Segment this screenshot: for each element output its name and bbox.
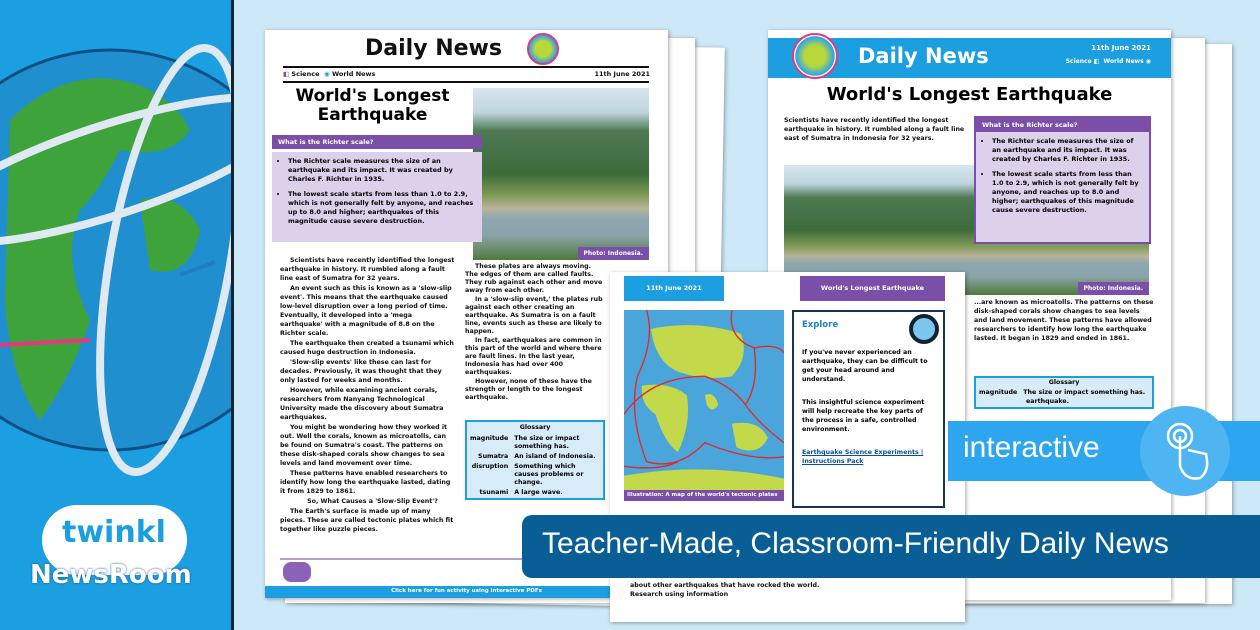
richter-point: • The lowest scale starts from less than 1.0 to 2.9, which is not generally felt by anyone, and reaches up to 8.0 and higher; earthquakes of this magnitude cause severe destruction. [992, 170, 1141, 215]
glossary: Glossary magnitude The size or impact something has. earthquake. [974, 376, 1154, 409]
tag-science: ◧ Science ◉ World News [283, 70, 376, 78]
photo-indonesia [473, 88, 649, 260]
explore-text: This insightful science experiment will help recreate the key parts of the process in a safe, controlled environment. [802, 399, 925, 433]
explore-title: Explore [802, 320, 839, 330]
globe-logo-icon [527, 33, 559, 65]
photo-caption: Photo: Indonesia. [578, 247, 650, 260]
interactive-label: interactive [963, 431, 1100, 464]
explore-box [792, 310, 945, 508]
article-column-2: These plates are always moving. The edges of them are called faults. They rub against each other and move away from each other. In a 'slow-slip event,' the plates rub against each other creating an earthquake. As Sumatra is on a fault line, events such as these are likely to happen. In fact, earthquakes are common in this part of the world and where there are fault lines. In the last year, Indonesia has had over 400 earthquakes. However, none of these have the strength or length to the longest earthquake. [465, 263, 603, 401]
newsroom-logo: NewsRoom [30, 560, 192, 590]
globe-logo-icon [792, 33, 838, 79]
glossary: Glossary magnitude The size or impact something has. Sumatra An island of Indonesia. disruption Something which causes problems or change. tsunami A large wave. [465, 420, 605, 500]
article-body: ...are known as microatolls. The patterns on these disk-shaped corals show changes to sea levels and land movement. These patterns have allowed researchers to identify how long the earthquake lasted. It began in 1829 and ended in 1861. [974, 299, 1154, 342]
footer-link[interactable]: Click here for fun activity using interactive PDFs [265, 586, 668, 598]
intro: Scientists have recently identified the longest earthquake in history. It rumbled along a fault line east of Sumatra in Indonesia for 32 years. [784, 117, 965, 142]
tectonic-plates-map [624, 310, 784, 490]
compass-icon [909, 314, 939, 344]
richter-box [974, 116, 1151, 244]
richter-point: • The Richter scale measures the size of an earthquake and its impact. It was created by Charles F. Richter in 1935. [288, 157, 474, 184]
explore-text: If you've never experienced an earthquake, they can be difficult to get your head around and understand. [802, 349, 928, 383]
headline: World's Longest Earthquake [826, 84, 1113, 105]
headline: World's Longest Earthquake [295, 86, 450, 125]
richter-point: • The lowest scale starts from less than 1.0 to 2.9, which is not generally felt by anyone, and reaches up to 8.0 and higher; earthquakes of this magnitude cause severe destruction. [288, 190, 474, 226]
left-newspaper-page[interactable] [265, 30, 668, 598]
bottom-text: about other earthquakes that have rocked the world. Research using information [630, 582, 820, 598]
richter-box [272, 135, 482, 242]
richter-point: • The Richter scale measures the size of an earthquake and its impact. It was created by Charles F. Richter in 1935. [992, 137, 1141, 164]
twinkl-logo: twinkl [62, 515, 166, 550]
headline-banner [522, 515, 1260, 578]
date-tab: 11th June 2021 [624, 276, 724, 301]
masthead: Daily News [858, 44, 989, 68]
brand-panel [0, 0, 234, 630]
richter-box-title: What is the Richter scale? [976, 118, 1149, 132]
map-caption: Illustration: A map of the world's tectonic plates [624, 490, 784, 501]
date: 11th June 2021 [594, 70, 650, 78]
twinkl-mascot-icon [283, 562, 311, 582]
masthead: Daily News [365, 36, 502, 61]
article-column-1: Scientists have recently identified the longest earthquake in history. It rumbled along a fault line east of Sumatra for 32 years. An event such as this is known as a 'slow-slip event'. This means that the earthquake caused low-level disruption over a long period of time. Eventually, it developed into a 'mega earthquake' with a magnitude of 8.8 on the Richter scale. The earthquake then created a tsunami which caused huge destruction in Indonesia. 'Slow-slip events' like these can last for decades. Previously, it was thought that they only lasted for weeks and months. However, while examining ancient corals, researchers from Nanyang Technological University made the discovery about Sumatra earthquakes. You might be wondering how they worked it out. Well the corals, known as microatolls, can be found on Sumatra's coast. The patterns on these disk-shaped corals show changes to sea levels and land movement over time. These patterns have enabled researchers to identify how long the earthquake lasted, dating it from 1829 to 1861. So, What Causes a 'Slow-Slip Event'? The Earth's surface is made up of many pieces. These are called tectonic plates which fit together like puzzle pieces. [280, 257, 455, 533]
tags: Science ◧ World News ◉ [1065, 58, 1151, 65]
date: 11th June 2021 [1091, 44, 1151, 52]
tap-hand-icon [1140, 406, 1230, 496]
experiment-pack-link[interactable]: Earthquake Science Experiments | Instructions Pack [802, 449, 924, 465]
richter-box-title: What is the Richter scale? [272, 135, 482, 149]
title-tab: World's Longest Earthquake [800, 276, 945, 301]
banner-text: Teacher-Made, Classroom-Friendly Daily News [542, 527, 1169, 560]
photo-caption: Photo: Indonesia. [1078, 282, 1150, 295]
